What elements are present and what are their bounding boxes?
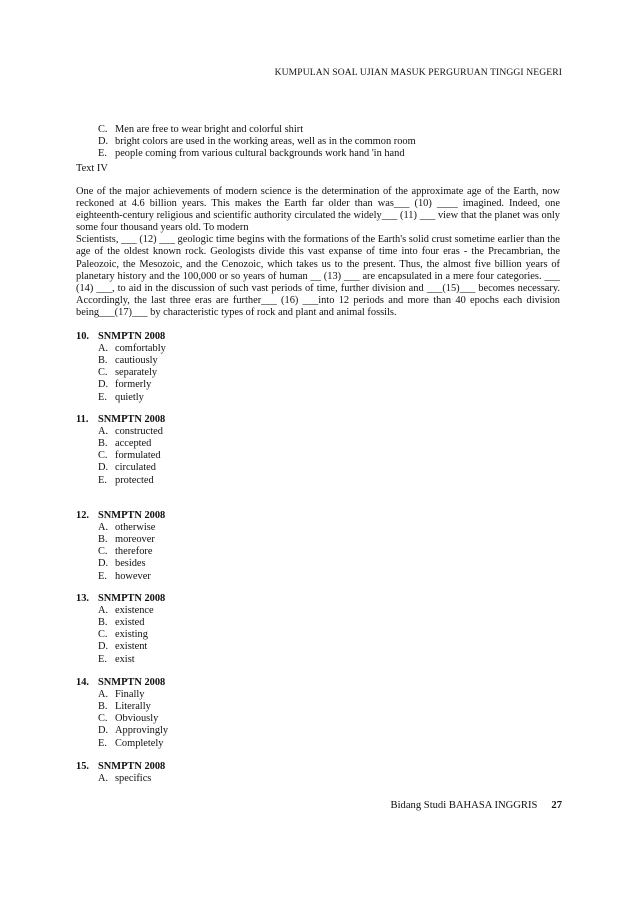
question-source: SNMPTN 2008 bbox=[98, 593, 166, 604]
option-label: D. bbox=[98, 379, 109, 391]
answer-option bbox=[76, 534, 376, 546]
option-label: E. bbox=[98, 474, 107, 486]
answer-option bbox=[76, 617, 376, 629]
answer-option bbox=[76, 475, 376, 487]
option-label: E. bbox=[98, 737, 107, 749]
option-label: B. bbox=[98, 438, 108, 450]
answer-option bbox=[76, 438, 376, 450]
option-label: A. bbox=[98, 605, 109, 617]
option-label: C. bbox=[98, 546, 108, 558]
question-11 bbox=[76, 414, 376, 487]
option-label: D. bbox=[98, 725, 109, 737]
question-number: 15. bbox=[76, 761, 89, 772]
answer-option bbox=[76, 738, 376, 750]
question-heading bbox=[76, 677, 376, 689]
question-source: SNMPTN 2008 bbox=[98, 677, 166, 688]
option-text: existing bbox=[115, 629, 148, 641]
question-15 bbox=[76, 761, 376, 785]
option-label: C. bbox=[98, 367, 108, 379]
option-label: E. bbox=[98, 391, 107, 403]
option-label: B. bbox=[98, 701, 108, 713]
option-text: cautiously bbox=[115, 355, 158, 367]
question-source: SNMPTN 2008 bbox=[98, 331, 166, 342]
question-14 bbox=[76, 677, 376, 750]
option-label: A. bbox=[98, 689, 109, 701]
answer-option bbox=[76, 773, 376, 785]
option-text: Men are free to wear bright and colorful shirt bbox=[115, 124, 304, 135]
answer-option bbox=[76, 450, 376, 462]
option-text: existent bbox=[115, 641, 148, 653]
option-row bbox=[98, 136, 568, 148]
option-label: D. bbox=[98, 462, 109, 474]
carryover-options bbox=[98, 124, 568, 160]
answer-option bbox=[76, 571, 376, 583]
question-10 bbox=[76, 331, 376, 404]
option-text: formerly bbox=[115, 379, 152, 391]
option-text: protected bbox=[115, 474, 154, 486]
answer-option bbox=[76, 654, 376, 666]
option-text: otherwise bbox=[115, 522, 156, 534]
option-text: therefore bbox=[115, 546, 153, 558]
reading-passage bbox=[76, 186, 560, 319]
answer-option bbox=[76, 379, 376, 391]
option-label: B. bbox=[98, 355, 108, 367]
question-heading bbox=[76, 593, 376, 605]
page-number: 27 bbox=[551, 800, 562, 811]
option-label: C. bbox=[98, 124, 108, 135]
answer-option bbox=[76, 522, 376, 534]
option-text: people coming from various cultural backgrounds work hand 'in hand bbox=[115, 148, 405, 159]
question-source: SNMPTN 2008 bbox=[98, 510, 166, 521]
answer-option bbox=[76, 558, 376, 570]
answer-option bbox=[76, 546, 376, 558]
question-number: 11. bbox=[76, 414, 89, 425]
page-header: KUMPULAN SOAL UJIAN MASUK PERGURUAN TINGGI NEGERI bbox=[274, 67, 562, 78]
option-text: moreover bbox=[115, 534, 155, 546]
answer-option bbox=[76, 355, 376, 367]
option-text: existed bbox=[115, 617, 145, 629]
option-text: Obviously bbox=[115, 713, 159, 725]
answer-option bbox=[76, 392, 376, 404]
option-text: bright colors are used in the working areas, well as in the common room bbox=[115, 136, 416, 147]
option-label: E. bbox=[98, 148, 107, 159]
option-text: Literally bbox=[115, 701, 151, 713]
option-label: A. bbox=[98, 426, 109, 438]
option-text: separately bbox=[115, 367, 158, 379]
answer-option bbox=[76, 629, 376, 641]
answer-option bbox=[76, 462, 376, 474]
question-12 bbox=[76, 510, 376, 583]
option-text: Approvingly bbox=[115, 725, 169, 737]
option-text: circulated bbox=[115, 462, 156, 474]
answer-option bbox=[76, 641, 376, 653]
option-label: A. bbox=[98, 343, 109, 355]
question-heading bbox=[76, 510, 376, 522]
option-label: A. bbox=[98, 522, 109, 534]
question-source: SNMPTN 2008 bbox=[98, 761, 166, 772]
option-text: constructed bbox=[115, 426, 163, 438]
question-source: SNMPTN 2008 bbox=[98, 414, 166, 425]
answer-option bbox=[76, 689, 376, 701]
answer-option bbox=[76, 343, 376, 355]
question-13 bbox=[76, 593, 376, 666]
question-number: 10. bbox=[76, 331, 89, 342]
section-heading: Text IV bbox=[76, 163, 108, 174]
question-heading bbox=[76, 331, 376, 343]
question-heading bbox=[76, 761, 376, 773]
option-text: formulated bbox=[115, 450, 161, 462]
option-text: comfortably bbox=[115, 343, 166, 355]
option-text: however bbox=[115, 570, 151, 582]
question-number: 13. bbox=[76, 593, 89, 604]
option-text: Completely bbox=[115, 737, 164, 749]
option-label: C. bbox=[98, 713, 108, 725]
question-number: 14. bbox=[76, 677, 89, 688]
passage-paragraph-2: Scientists, ___ (12) ___ geologic time begins with the formations of the Earth's solid crust sometime earlier than the age of the oldest known rock. Geologists divide this vast expanse of time into four eras - the Precambrian, the Paleozoic, the Mesozoic, and the Cenozoic, which takes us to the present. Thus, the almost five billion years of planetary history and the 100,000 or so years of human __ (13) ___ are encapsulated in a mere four categories. ___ (14) ___, to aid in the discussion of such vast periods of time, further division and ___(15)___ becomes necessary. Accordingly, the last three eras are further___ (16) ___into 12 periods and more than 40 epochs each division being___(17)___ by characteristic types of rock and plant and animal fossils. bbox=[76, 234, 560, 318]
option-label: E. bbox=[98, 570, 107, 582]
option-row bbox=[98, 148, 568, 160]
option-label: D. bbox=[98, 641, 109, 653]
option-text: quietly bbox=[115, 391, 144, 403]
option-label: C. bbox=[98, 450, 108, 462]
option-label: C. bbox=[98, 629, 108, 641]
option-label: B. bbox=[98, 617, 108, 629]
option-text: specifics bbox=[115, 773, 152, 785]
option-row bbox=[98, 124, 568, 136]
option-label: D. bbox=[98, 136, 109, 147]
page-footer bbox=[391, 800, 562, 811]
question-heading bbox=[76, 414, 376, 426]
option-text: Finally bbox=[115, 689, 145, 701]
answer-option bbox=[76, 725, 376, 737]
option-label: D. bbox=[98, 558, 109, 570]
option-text: besides bbox=[115, 558, 146, 570]
answer-option bbox=[76, 713, 376, 725]
answer-option bbox=[76, 426, 376, 438]
answer-option bbox=[76, 605, 376, 617]
option-text: exist bbox=[115, 653, 135, 665]
option-text: existence bbox=[115, 605, 154, 617]
passage-paragraph-1: One of the major achievements of modern science is the determination of the approximate age of the Earth, now reckoned at 4.6 billion years. This makes the Earth far older than was___ (10) ____ imagined. Indeed, one eighteenth-century religious and scientific authority circulated the widely___ (11) ___ view that the planet was only some four thousand years old. To modern bbox=[76, 186, 560, 234]
option-text: accepted bbox=[115, 438, 152, 450]
option-label: A. bbox=[98, 773, 109, 785]
option-label: E. bbox=[98, 653, 107, 665]
answer-option bbox=[76, 367, 376, 379]
question-number: 12. bbox=[76, 510, 89, 521]
answer-option bbox=[76, 701, 376, 713]
option-label: B. bbox=[98, 534, 108, 546]
footer-subject: Bidang Studi BAHASA INGGRIS bbox=[390, 800, 538, 811]
